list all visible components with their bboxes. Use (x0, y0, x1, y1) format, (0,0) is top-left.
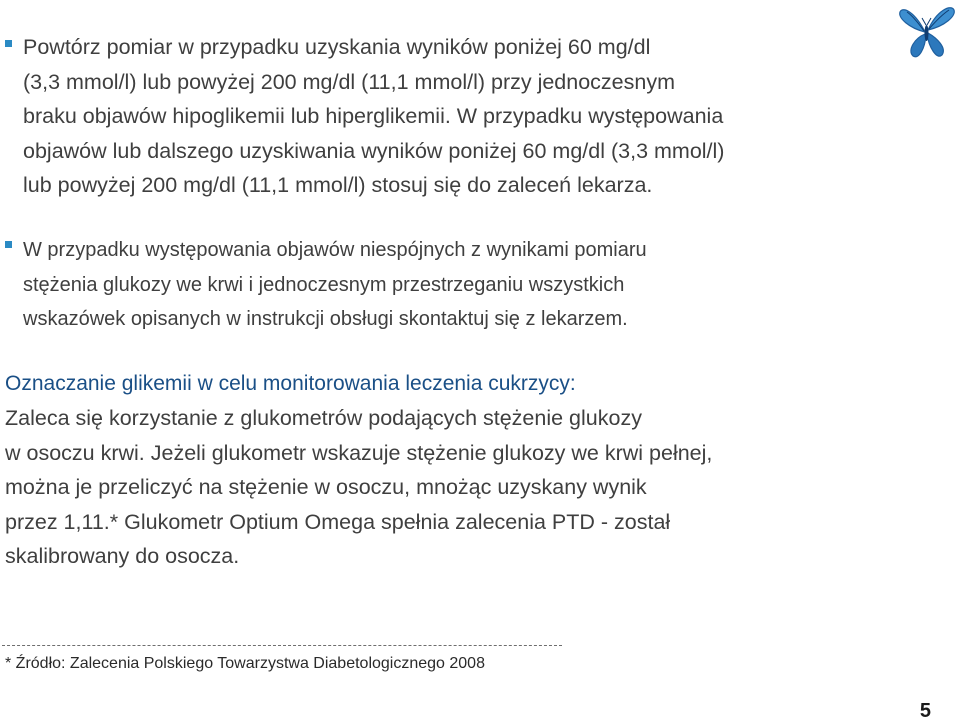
square-bullet-icon (5, 241, 12, 248)
page-number: 5 (919, 700, 931, 722)
footnote: * Źródło: Zalecenia Polskiego Towarzystwa Diabetologicznego 2008 (5, 655, 485, 672)
section-body: Zaleca się korzystanie z glukometrów podających stężenie glukozy w osoczu krwi. Jeżeli glukometr wskazuje stężenie glukozy we krwi pełnej, można je przeliczyć na stężenie w osoczu, mnożąc uzyskany wynik przez 1,11.* Glukometr Optium Omega spełnia zalecenia PTD - został skalibrowany do osocza. (5, 406, 713, 568)
square-bullet-icon (5, 40, 12, 47)
section-heading: Oznaczanie glikemii w celu monitorowania leczenia cukrzycy: (5, 372, 576, 395)
footnote-divider (2, 645, 562, 646)
butterfly-icon (897, 2, 957, 62)
bullet-text: W przypadku występowania objawów niespójnych z wynikami pomiaru stężenia glukozy we krwi i jednoczesnym przestrzeganiu wszystkich wskazówek opisanych w instrukcji obsługi skontaktuj się z lekarzem. (23, 239, 647, 330)
bullet-text: Powtórz pomiar w przypadku uzyskania wyników poniżej 60 mg/dl (3,3 mmol/l) lub powyżej 200 mg/dl (11,1 mmol/l) przy jednoczesnym braku objawów hipoglikemii lub hiperglikemii. W przypadku występowania objawów lub dalszego uzyskiwania wyników poniżej 60 mg/dl (3,3 mmol/l) lub powyżej 200 mg/dl (11,1 mmol/l) stosuj się do zaleceń lekarza. (23, 35, 725, 197)
